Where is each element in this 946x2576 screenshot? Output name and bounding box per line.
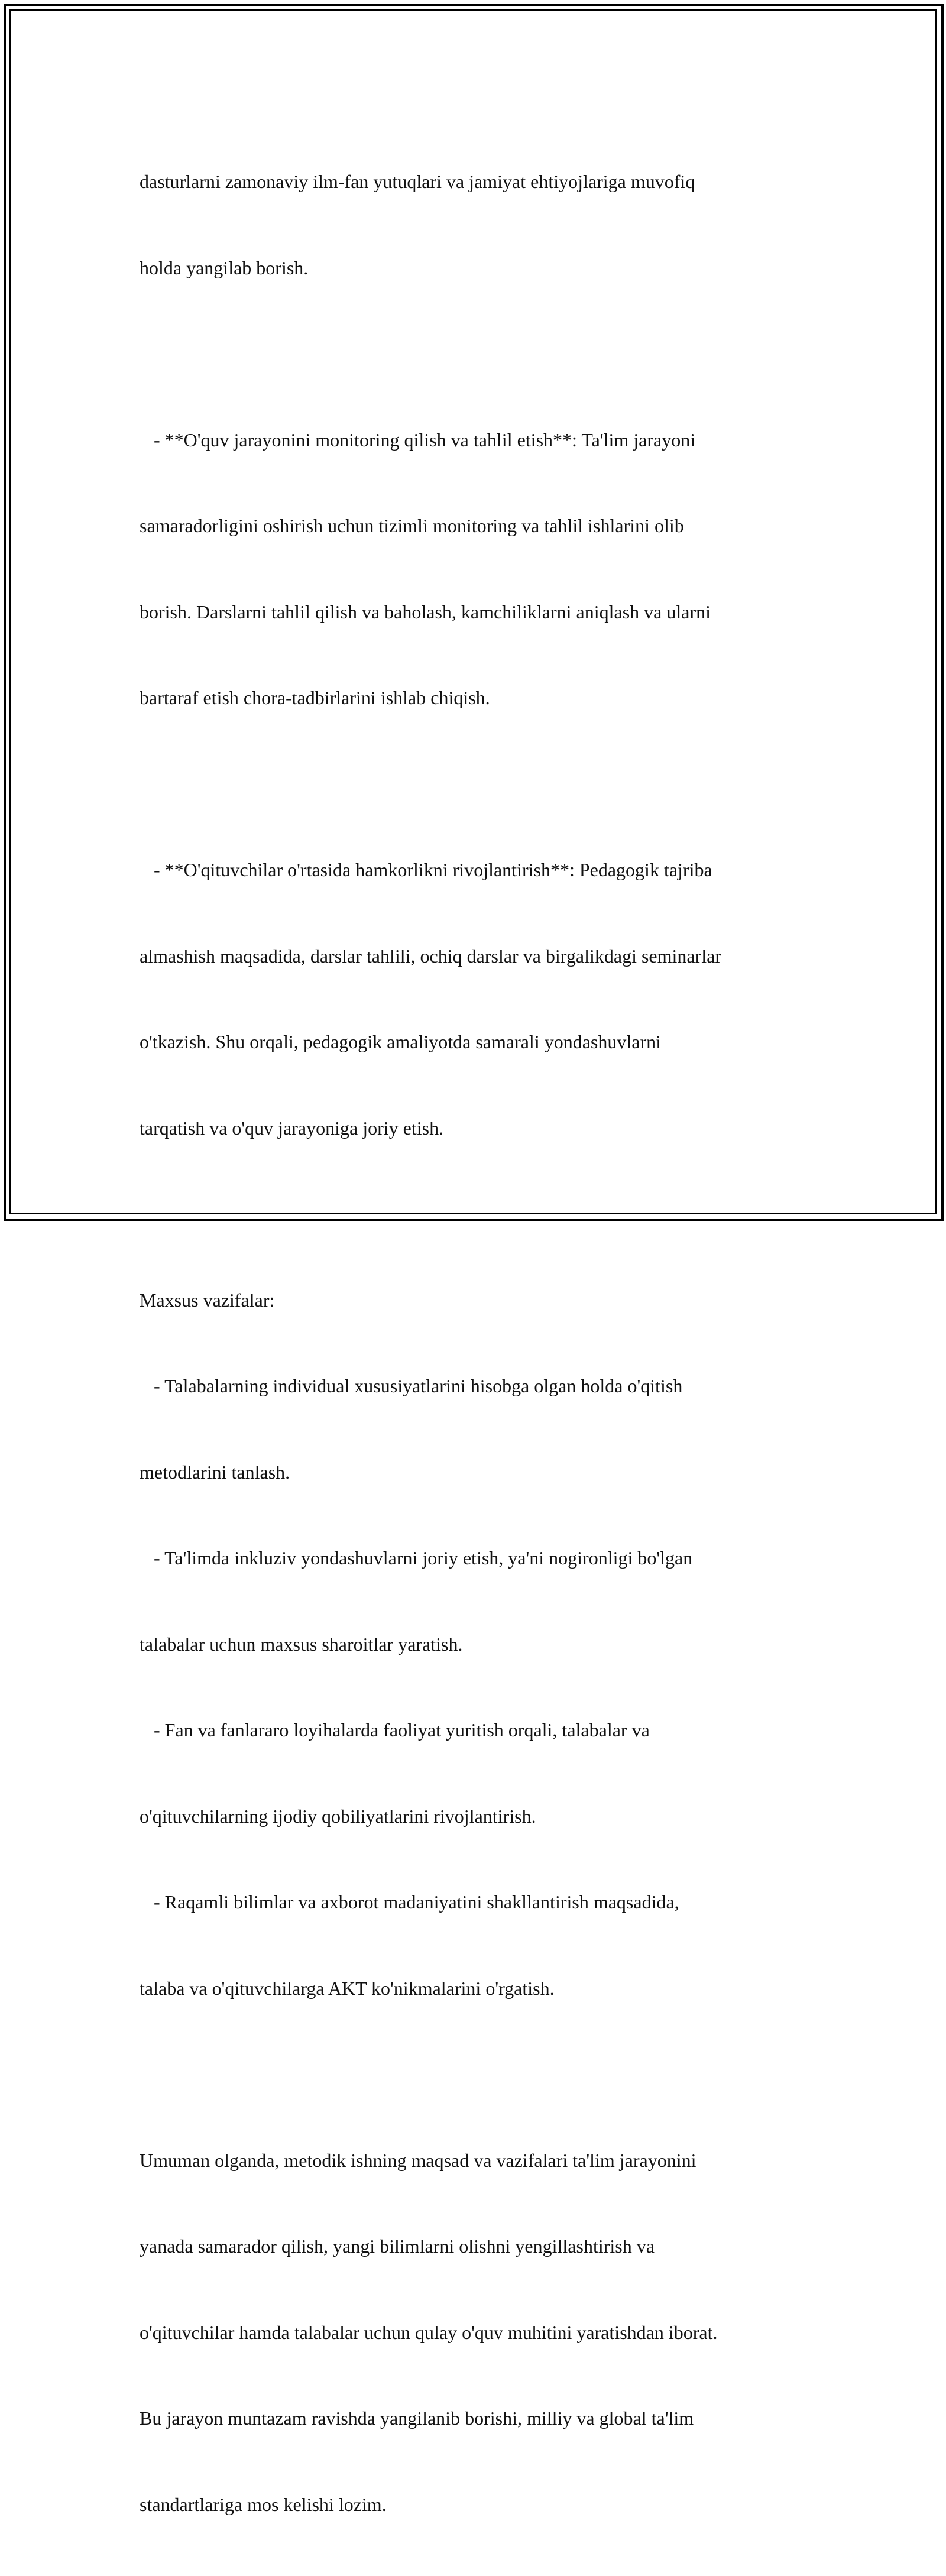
paragraph-conclusion	[140, 2089, 819, 2576]
section-heading: Maxsus vazifalar:	[140, 1286, 819, 1315]
text-line: - **O'quv jarayonini monitoring qilish va tahlil etish**: Ta'lim jarayoni	[140, 426, 819, 455]
paragraph-gap	[140, 2060, 819, 2089]
text-line: talabalar uchun maxsus sharoitlar yaratish.	[140, 1630, 819, 1659]
text-line: tarqatish va o'quv jarayoniga joriy etish.	[140, 1114, 819, 1143]
text-line: yanada samarador qilish, yangi bilimlarni olishni yengillashtirish va	[140, 2232, 819, 2261]
paragraph-curriculum-update	[140, 110, 819, 339]
text-line: o'qituvchilar hamda talabalar uchun qulay o'quv muhitini yaratishdan iborat.	[140, 2318, 819, 2347]
text-line: o'qituvchilarning ijodiy qobiliyatlarini rivojlantirish.	[140, 1802, 819, 1831]
text-line: o'tkazish. Shu orqali, pedagogik amaliyotda samarali yondashuvlarni	[140, 1028, 819, 1057]
paragraph-gap	[140, 770, 819, 799]
text-line: talaba va o'qituvchilarga AKT ko'nikmalarini o'rgatish.	[140, 1974, 819, 2003]
text-line: - Raqamli bilimlar va axborot madaniyatini shakllantirish maqsadida,	[140, 1888, 819, 1917]
paragraph-monitoring	[140, 368, 819, 770]
text-line: standartlariga mos kelishi lozim.	[140, 2490, 819, 2519]
paragraph-teacher-cooperation	[140, 798, 819, 1200]
text-line: Umuman olganda, metodik ishning maqsad va vazifalari ta'lim jarayonini	[140, 2146, 819, 2175]
text-line: - Talabalarning individual xususiyatlarini hisobga olgan holda o'qitish	[140, 1372, 819, 1401]
text-line: dasturlarni zamonaviy ilm-fan yutuqlari va jamiyat ehtiyojlariga muvofiq	[140, 167, 819, 196]
text-line: almashish maqsadida, darslar tahlili, ochiq darslar va birgalikdagi seminarlar	[140, 942, 819, 971]
paragraph-special-tasks	[140, 1229, 819, 2060]
text-line: Bu jarayon muntazam ravishda yangilanib borishi, milliy va global ta'lim	[140, 2404, 819, 2433]
text-line: holda yangilab borish.	[140, 254, 819, 283]
text-line: - Fan va fanlararo loyihalarda faoliyat yuritish orqali, talabalar va	[140, 1716, 819, 1745]
document-body	[140, 110, 819, 2576]
text-line: - **O'qituvchilar o'rtasida hamkorlikni rivojlantirish**: Pedagogik tajriba	[140, 856, 819, 884]
paragraph-gap	[140, 1200, 819, 1229]
text-line: borish. Darslarni tahlil qilish va baholash, kamchiliklarni aniqlash va ularni	[140, 598, 819, 627]
text-line: samaradorligini oshirish uchun tizimli monitoring va tahlil ishlarini olib	[140, 511, 819, 540]
text-line: bartaraf etish chora-tadbirlarini ishlab chiqish.	[140, 683, 819, 712]
paragraph-gap	[140, 339, 819, 368]
text-line: metodlarini tanlash.	[140, 1458, 819, 1487]
text-line: - Ta'limda inkluziv yondashuvlarni joriy etish, ya'ni nogironligi bo'lgan	[140, 1544, 819, 1573]
